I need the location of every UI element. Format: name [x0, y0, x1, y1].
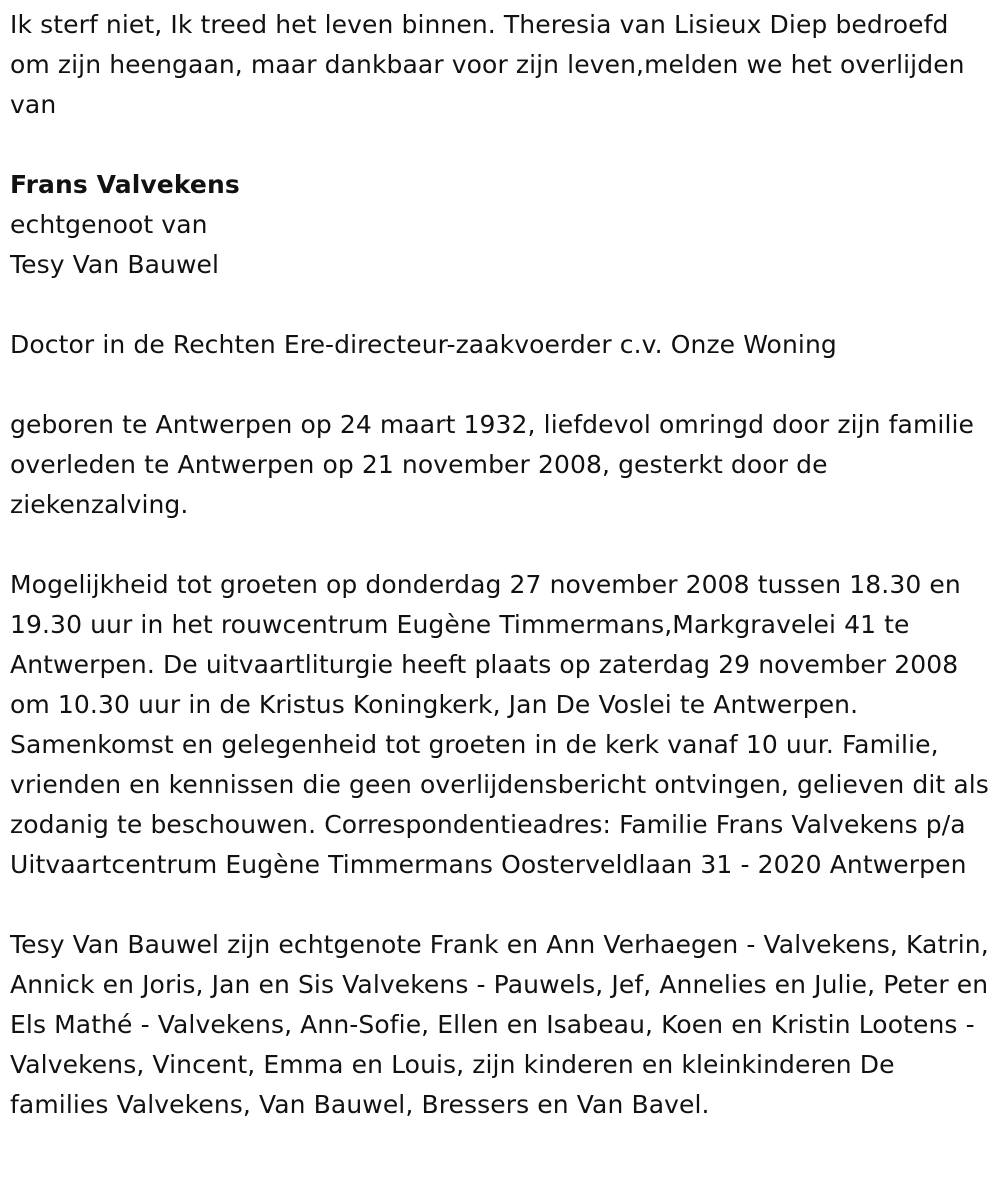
intro-paragraph: Ik sterf niet, Ik treed het leven binnen. Theresia van Lisieux Diep bedroefd om zijn heengaan, maar dankbaar voor zijn leven,melden we het overlijden van: [10, 10, 965, 119]
ceremony-paragraph: Mogelijkheid tot groeten op donderdag 27 november 2008 tussen 18.30 en 19.30 uur in het rouwcentrum Eugène Timmermans,Markgravelei 41 te Antwerpen. De uitvaartliturgie heeft plaats op zaterdag 29 november 2008 om 10.30 uur in de Kristus Koningkerk, Jan De Voslei te Antwerpen. Samenkomst en gelegenheid tot groeten in de kerk vanaf 10 uur. Familie, vrienden en kennissen die geen overlijdensbericht ontvingen, gelieven dit als zodanig te beschouwen. Correspondentieadres: Familie Frans Valvekens p/a Uitvaartcentrum Eugène Timmermans Oosterveldlaan 31 - 2020 Antwerpen: [10, 570, 989, 879]
spacer: [10, 525, 990, 565]
spacer: [10, 365, 990, 405]
deceased-title: Doctor in de Rechten Ere-directeur-zaakvoerder c.v. Onze Woning: [10, 330, 837, 359]
deceased-name: Frans Valvekens: [10, 170, 240, 199]
family-paragraph: Tesy Van Bauwel zijn echtgenote Frank en Ann Verhaegen - Valvekens, Katrin, Annick en Joris, Jan en Sis Valvekens - Pauwels, Jef, Annelies en Julie, Peter en Els Mathé - Valvekens, Ann-Sofie, Ellen en Isabeau, Koen en Kristin Lootens - Valvekens, Vincent, Emma en Louis, zijn kinderen en kleinkinderen De families Valvekens, Van Bauwel, Bressers en Van Bavel.: [10, 930, 989, 1119]
birth-death-paragraph: geboren te Antwerpen op 24 maart 1932, liefdevol omringd door zijn familie overleden te Antwerpen op 21 november 2008, gesterkt door de ziekenzalving.: [10, 410, 975, 519]
spacer: [10, 285, 990, 325]
spacer: [10, 125, 990, 165]
spouse-label: echtgenoot van: [10, 210, 208, 239]
spacer: [10, 885, 990, 925]
spouse-name: Tesy Van Bauwel: [10, 250, 220, 279]
